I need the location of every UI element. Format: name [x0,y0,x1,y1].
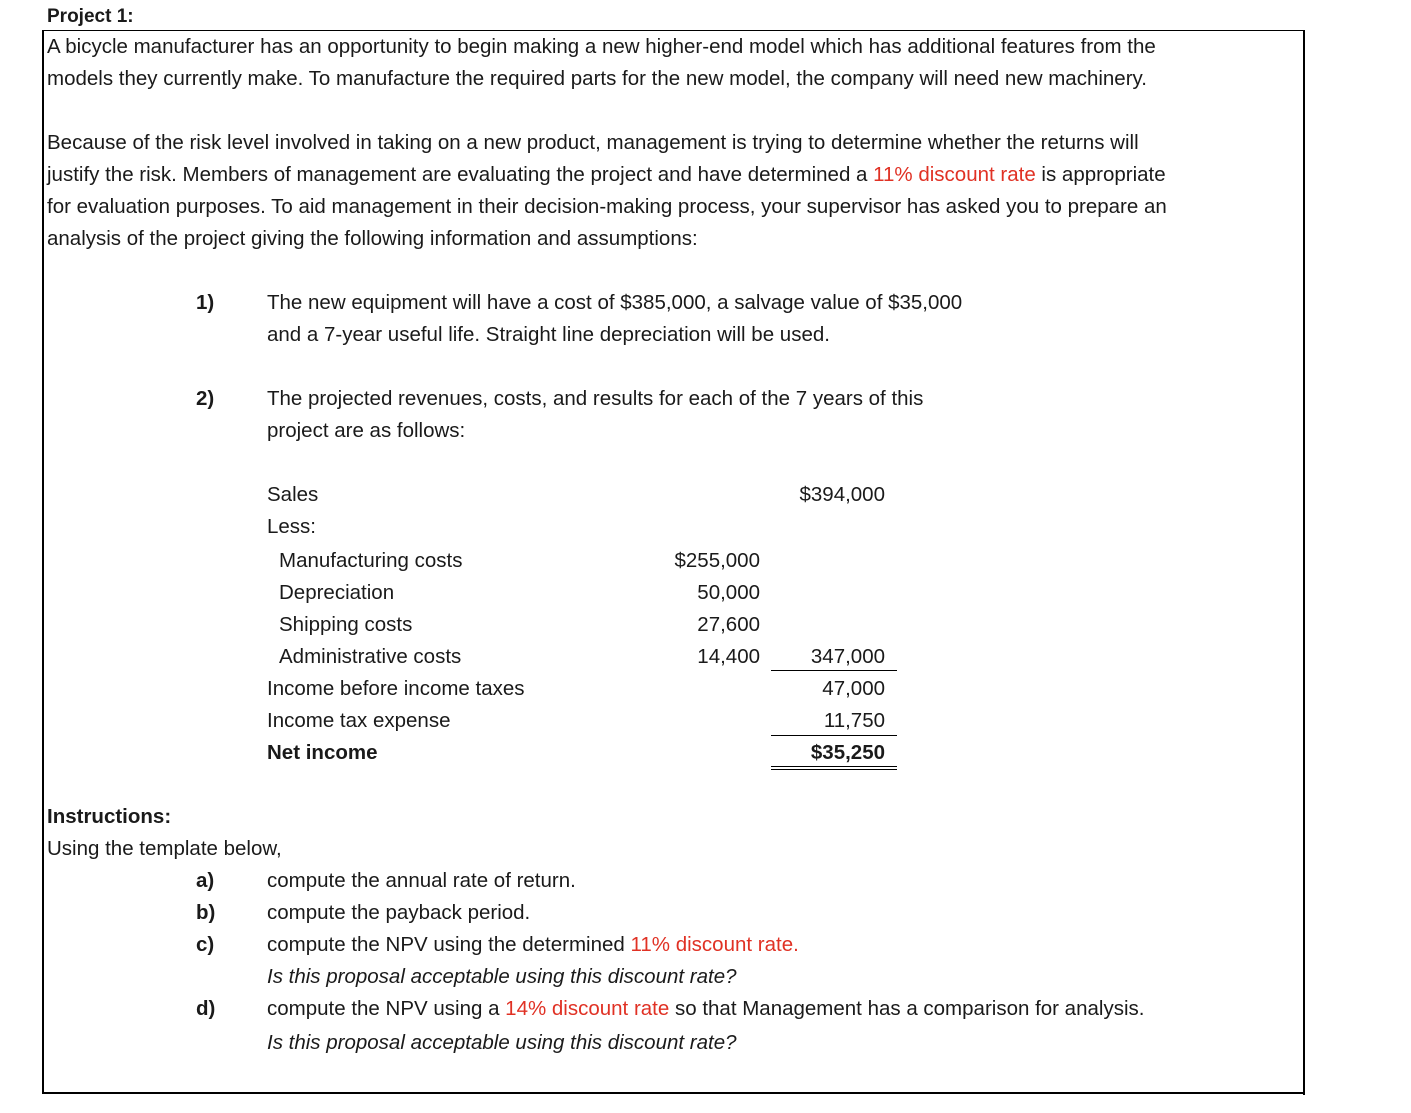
intro-p1-line2: models they currently make. To manufacture the required parts for the new model, the company will need new machinery. [47,67,1147,90]
intro-p2-line2-pre: justify the risk. Members of management are evaluating the project and have determined a [47,163,874,186]
content-frame-bottom [42,1092,1305,1094]
instruction-a-marker: a) [196,869,215,892]
assumption-2-marker: 2) [196,387,215,410]
assumption-1-line1: The new equipment will have a cost of $385,000, a salvage value of $35,000 [267,291,963,314]
intro-p2-line1: Because of the risk level involved in taking on a new product, management is trying to determine whether the returns will [47,131,1139,154]
cost-label-depreciation: Depreciation [279,581,395,604]
cost-label-shipping: Shipping costs [279,613,413,636]
cost-value-manufacturing: $255,000 [674,549,760,572]
less-label: Less: [267,515,316,538]
intro-p2-line3: for evaluation purposes. To aid management in their decision-making process, your supervisor has asked you to prepare an [47,195,1167,218]
discount-rate-highlight: 11% discount rate [873,163,1036,186]
instruction-c-text-pre: compute the NPV using the determined [267,933,631,956]
instruction-d-text-pre: compute the NPV using a [267,997,506,1020]
instruction-b-marker: b) [196,901,216,924]
intro-p1-line1: A bicycle manufacturer has an opportunity to begin making a new higher-end model which has additional features from the [47,35,1156,58]
instruction-d-marker: d) [196,997,216,1020]
cost-value-administrative: 14,400 [697,645,760,668]
cost-label-administrative: Administrative costs [279,645,462,668]
instruction-d-rate-highlight: 14% discount rate [505,997,670,1020]
instruction-c-rate-highlight: 11% discount rate. [630,933,799,956]
tax-label: Income tax expense [267,709,451,732]
page-title: Project 1: [47,6,134,27]
cost-value-depreciation: 50,000 [697,581,760,604]
assumption-1-marker: 1) [196,291,215,314]
total-costs-underline [771,670,897,671]
intro-p2-line2 [47,163,1166,187]
tax-value: 11,750 [823,709,885,732]
net-income-double-underline-2 [771,769,897,770]
assumption-2-line1: The projected revenues, costs, and results for each of the 7 years of this [267,387,924,410]
cost-value-shipping: 27,600 [697,613,760,636]
instruction-c-marker: c) [196,933,215,956]
instruction-d-text [267,997,1144,1021]
instructions-intro: Using the template below, [47,837,282,860]
content-frame-top [42,30,1304,31]
sales-label: Sales [267,483,319,506]
income-before-tax-label: Income before income taxes [267,677,525,700]
net-income-double-underline-1 [771,766,897,767]
total-costs-value: 347,000 [810,645,885,668]
income-before-tax-value: 47,000 [822,677,885,700]
content-frame-left [42,30,44,1093]
intro-p2-line4: analysis of the project giving the following information and assumptions: [47,227,698,250]
cost-label-manufacturing: Manufacturing costs [279,549,463,572]
instruction-d-question: Is this proposal acceptable using this discount rate? [267,1031,737,1054]
intro-p2-line2-post: is appropriate [1035,163,1166,186]
tax-underline [771,735,897,736]
instruction-a-text: compute the annual rate of return. [267,869,576,892]
sales-value: $394,000 [799,483,885,506]
instruction-c-question: Is this proposal acceptable using this discount rate? [267,965,737,988]
assumption-2-line2: project are as follows: [267,419,466,442]
assumption-1-line2: and a 7-year useful life. Straight line depreciation will be used. [267,323,830,346]
instructions-heading: Instructions: [47,805,172,828]
instruction-d-text-post: so that Management has a comparison for analysis. [669,997,1145,1020]
net-income-value: $35,250 [810,741,885,764]
instruction-c-text [267,933,799,957]
net-income-label: Net income [267,741,378,764]
content-frame-right [1303,30,1305,1095]
instruction-b-text: compute the payback period. [267,901,531,924]
